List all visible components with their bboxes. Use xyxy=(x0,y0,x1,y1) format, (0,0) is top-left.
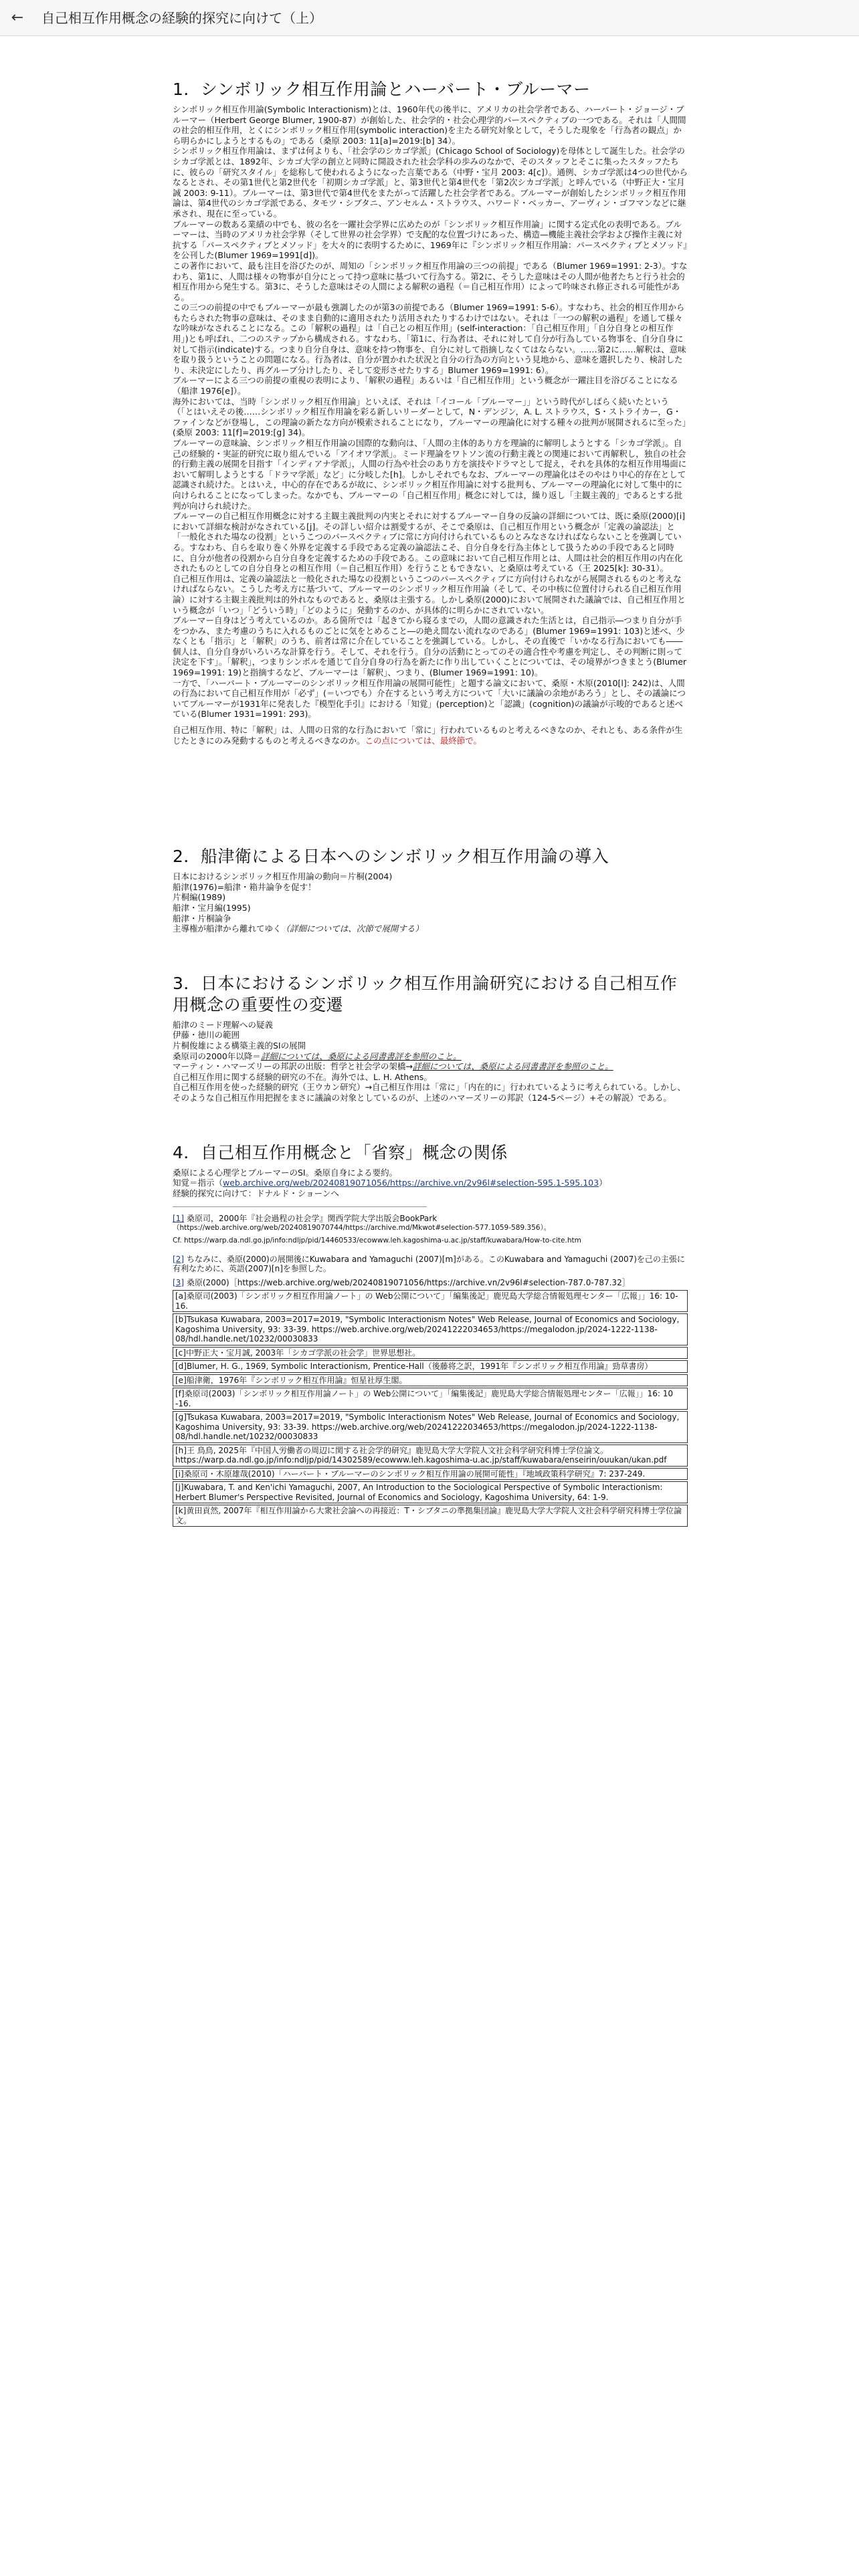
footnote-3 xyxy=(173,1278,688,1288)
list-item: 自己相互作用を使った経験的研究（王ウカン研究）→自己相互作用は「常に」「内在的に」行われているように考えられている。しかし、そのような自己相互作用把握をまさに議論の対象としているのが、上述のハマーズリーの邦訳（124-5ページ）+その解説）である。 xyxy=(173,1082,686,1103)
section-2-heading: 2．船津衛による日本へのシンボリック相互作用論の導入 xyxy=(173,847,609,867)
section-4-list xyxy=(173,1168,688,1199)
paragraph: この著作において、最も注目を浴びたのが、周知の「シンボリック相互作用論の三つの前提」である（Blumer 1969=1991: 2-3）。すなわち、第1に、人間は様々の物事が自分にとって持つ意味に基づいて行為する。第2に、そうした意味はその人間が他者たちと行う社会的相互作用から発生する。第3に、そうした意味はその人間による解釈の過程（＝自己相互作用）によって吟味され修正される可能性がある。 xyxy=(173,260,688,302)
list-item-link-line xyxy=(173,1178,688,1188)
italic-note: 詳細については、桑原による同書書評を参照のこと。 xyxy=(412,1061,613,1072)
section-1-text xyxy=(173,104,688,746)
footnote-2 xyxy=(173,1255,688,1274)
final-section-note: この点については、最終節で。 xyxy=(365,735,482,746)
document-title: 自己相互作用概念の経験的探究に向けて（上） xyxy=(41,10,322,26)
footnote-1-cf: Cf. https://warp.da.ndl.go.jp/info:ndljp/pid/14460533/ecowww.leh.kagoshima-u.ac.jp/staff/kuwabara/How-to-cite.htm xyxy=(173,1236,581,1245)
paragraph: ブルーマー自身はどう考えているのか。ある箇所では「起きてから寝るまでの，人間の意識された生活とは，自己指示―つまり自分が手をつかみ、また考慮のうちに入れるものごとに気をとめること―の絶え間ない流れなのである」(Blumer 1969=1991: 103)と述べ、少なくとも「指示」と「解釈」のうち、前者は常に介在していることを強調している。しかし、その直後で「いかなる行為においても――個人は、自分自身がいろいろな計算を行う。そして、それを行う。自分の活動にとってのその適合性や考慮を判定し、その判断に則って決定を下す」。「解釈」，つまりシンボルを通じて自分自身の行為を新たに作り出していくことについては、その境界がつきまとう(Blumer 1969=1991: 19)と指摘するなど、ブルーマーは「解釈」、つまり、(Blumer 1969=1991: 10)。 xyxy=(173,615,687,678)
list-item: 桑原による心理学とブルーマーのSI。桑原自身による要約。 xyxy=(173,1167,398,1178)
list-item: 自己相互作用に関する経験的研究の不在。海外では、L. H. Athens。 xyxy=(173,1071,432,1082)
paragraph: ブルーマーの数ある業績の中でも、彼の名を一躍社会学界に広めたのが「シンボリック相互作用論」に関する定式化の表明である。ブルーマーは、当時のアメリカ社会学界（そして世界の社会学界）で支配的な位置づけにあった、構造—機能主義社会学および操作主義に対抗する「パースペクティブとメソッド」を大々的に表明するために、1969年に『シンボリック相互作用論：パースペクティブとメソッド』を公刊した(Blumer 1969=1991[d])。 xyxy=(173,219,688,261)
section-4-heading: 4．自己相互作用概念と「省察」概念の関係 xyxy=(173,1142,508,1162)
paragraph: シンボリック相互作用論(Symbolic Interactionism)とは、1960年代の後半に、アメリカの社会学者である、ハーバート・ジョージ・ブルーマー（Herbert George Blumer, 1900-87）が創始した、社会学的・社会心理学的パースペクティブの一つである。それは「人間間の社会的相互作用，とくにシンボリック相互作用(symbolic interaction)を主たる研究対象として，そうした現象を「行為者の観点」から明らかにしようとするもの」である（桑原 2003: 11[a]=2019:[b] 34）。 xyxy=(173,104,686,146)
paragraph: この三つの前提の中でもブルーマーが最も強調したのが第3の前提である（Blumer 1969=1991: 5-6）。すなわち、社会的相互作用からもたらされた物事の意味は、そのまま自動的に適用されたり活用されたりするわけではない。それは「一つの解釈の過程」を通して様々な吟味がなされることになる。この「解釈の過程」は「自己との相互作用」(self-interaction：「自己相互作用」「自分自身との相互作用」)とも呼ばれ、二つのステップから構成される。すなわち、「第1に、行為者は、それに対して自分が行為している物事を、自分自身に対して指示(indicate)する。つまり自分自身は、意味を持つ物事を、自分に対して指摘しなくてはならない。……第2に……解釈は、意味を取り扱うということの問題になる。行為者は、自分が置かれた状況と自分の行為の方向という見地から、意味を選択したり、検討したり、未決定にしたり、再グループ分けしたり、そして変形させたりする」Blumer 1969=1991: 6）。 xyxy=(173,302,686,375)
list-item: 船津のミード理解への疑義 xyxy=(173,1019,274,1030)
footnote-text: ちなみに、桑原(2000)の展開後にKuwabara and Yamaguchi (2007)[m]がある。このKuwabara and Yamaguchi (2007)を己の主張に有利なために、英語(2007)[n]を参照した。 xyxy=(173,1254,685,1274)
footnote-text: 桑原(2000)［https://web.archive.org/web/20240819071056/https://archive.vn/2v96l#selection-787.0-787.32］ xyxy=(186,1277,630,1287)
reference-list xyxy=(173,1290,688,1527)
reference-item[interactable]: [e]船津衛，1976年『シンボリック相互作用論』恒星社厚生閣。 xyxy=(173,1374,688,1387)
list-item: 片桐編(1989) xyxy=(173,892,226,903)
section-1-heading: 1．シンボリック相互作用論とハーバート・ブルーマー xyxy=(173,80,591,99)
section-3-heading: 3．日本におけるシンボリック相互作用論研究における自己相互作用概念の重要性の変遷 xyxy=(173,973,678,1014)
reference-item[interactable]: [d]Blumer, H. G., 1969, Symbolic Interactionism, Prentice-Hall（後藤将之訳，1991年『シンボリック相互作用論』勁草書房） xyxy=(173,1360,688,1373)
paragraph: ブルーマーの意味論、シンボリック相互作用論の国際的な動向は、「人間の主体的あり方を理論的に解明しようとする「シカゴ学派」。自己の経験的・実証的研究に取り組んでいる「アイオワ学派」。ミード理論をワトソン流の行動主義との関連において再解釈し，独自の社会的行動主義の展開を目指す「インディアナ学派」，人間の行為や社会のあり方を演技やドラマとして捉え，それを具体的な相互作用場面において解明しようとする「ドラマ学派」など」に分岐した[h]。しかしそれでもなお、ブルーマーの理論化はそのやはり中心的存在として認識され続けた。とはいえ，中心的存在であるが故に、シンボリック相互作用論に対する批判も、ブルーマーの理論化に対して集中的に向けられることになってしまった。なかでも、ブルーマーの「自己相互作用」概念に対しては，繰り返し「主観主義的」であるとする批判が向けられ続けた。 xyxy=(173,438,687,511)
reference-item[interactable]: [f]桑原司(2003)「シンボリック相互作用論ノート」の Web公開について」「編集後記」鹿児島大学総合情報処理センター「広報」」16: 10 -16. xyxy=(173,1388,688,1410)
list-item-text: 桑原司の2000年以降＝ xyxy=(173,1051,261,1061)
footnote-3-label[interactable]: [3] xyxy=(173,1277,184,1287)
paragraph: 一方で、「ハーバート・ブルーマーのシンボリック相互作用論の展開可能性」と題する論文において、桑原・木原(2010[l]: 242)は、人間の行為において自己相互作用が「必ず」(＝いつでも）介在するという考え方について「大いに議論の余地があろう」とし、その議論についてブルーマーが1931年に発表した『模型化手引』における「知覚」(perception)と「認識」(cognition)の議論が示唆的であると述べている(Blumer 1931=1991: 293)。 xyxy=(173,677,686,720)
reference-item[interactable]: [i]桑原司・木原雄哉(2010)「ハーバート・ブルーマーのシンボリック相互作用論の展開可能性」『地域政策科学研究』7: 237-249. xyxy=(173,1468,688,1481)
footnotes xyxy=(173,1214,688,1287)
footnote-text: 桑原司，2000年『社会過程の社会学』関西学院大学出版会BookPark xyxy=(186,1214,438,1224)
document-body xyxy=(173,75,688,1528)
paragraph: ブルーマーによる三つの前提の重視の表明により、「解釈の過程」あるいは「自己相互作用」という概念が一躍注目を浴びることになる（船津 1976[e]）。 xyxy=(173,375,678,397)
paragraph: 自己相互作用は、定義の論認法と一般化された場なの役割というこつのパースペクティブに方向付けられながら展開されるものと考えなければならない。こうした考え方に基づいて、ブルーマーのシンボリック相互作用論（そして、その中核に位置付けられる自己相互作用論）に対する主観主義批判は的外れなものであると、桑原は主張する。しかし桑原(2000)において展開された議論では、自己相互作用という概念が「いつ」「どういう時」「どのように」発動するのか、が具体的に明らかにされていない。 xyxy=(173,573,686,615)
list-item: 船津(1976)=船津・箱井論争を促す！ xyxy=(173,881,316,892)
list-item: 伊藤・徳川の範囲 xyxy=(173,1030,240,1041)
list-item-text: ） xyxy=(599,1178,607,1188)
list-item xyxy=(173,924,688,934)
footnote-divider xyxy=(173,1206,427,1207)
reference-item[interactable]: [b]Tsukasa Kuwabara, 2003=2017=2019, "Symbolic Interactionism Notes" Web Release, Journal of Economics and Sociology, Kagoshima University, 93: 33-39. https://web.archive.org/web/20241222034653/https://megalodon.jp/2024-1222-1138-08/hdl.handle.net/10232/00030833 xyxy=(173,1313,688,1346)
top-bar xyxy=(0,0,859,36)
footnote-1-label[interactable]: [1] xyxy=(173,1214,184,1224)
paragraph: シンボリック相互作用論は、まずは何よりも、「社会学のシカゴ学派」(Chicago School of Sociology)を母体として誕生した。社会学のシカゴ学派とは、1892年、シカゴ大学の創立と同時に開設された社会学科の歩みのなかで、そのスタッフとそこに集ったスタッフたちに、彼らの「研究スタイル」を総称して使われるようになった言葉である（中野・宝月 2003: 4[c]）。通例、シカゴ学派は4つの世代からなるとされ、その第1世代と第2世代を「初期シカゴ学派」と、第3世代と第4世代を「第2次シカゴ学派」と呼んでいる（中野正大・宝月誠 2003: 9-11）。ブルーマーは、第3世代で第4世代をまたがって活躍した社会学者である。ブルーマーが創始したシンボリック相互作用論は、第4世代のシカゴ学派である、タモツ・シブタニ、アンセルム・ストラウス、ハワード・ベッカー、アーヴィン・ゴフマンなどに継承され、現在に至っている。 xyxy=(173,146,688,219)
back-arrow-icon[interactable]: ← xyxy=(11,9,24,26)
footnote-1-url: （https://web.archive.org/web/20240819070744/https://archive.md/Mkwot#selection-577.1059-589.356）。 xyxy=(173,1223,551,1232)
reference-item[interactable]: [k]黄田貢然, 2007年『相互作用論から大衆社会論への再接近：T・シブタニの準拠集団論』鹿児島大学大学院人文社会科学研究科博士学位論文。 xyxy=(173,1505,688,1527)
list-item xyxy=(173,1061,688,1072)
italic-note: 詳細については、桑原による同書書評を参照のこと。 xyxy=(260,1051,462,1061)
list-item: 船津・片桐論争 xyxy=(173,913,231,924)
list-item: 経験的探究に向けて：ドナルド・ショーンへ xyxy=(173,1188,339,1198)
paragraph: 海外においては、当時「シンボリック相互作用論」といえば、それは「イコール「ブルーマー」」という時代がしばらく続いたという（「とはいえその後……シンボリック相互作用論を彩る新しいリーダーとして，N・デンジン，A. L. ストラウス，S・ストライカー，G・ファインなどが登場し，この理論の新たな方向が模索されることになり，ブルーマーの理論化に対する種々の批判が展開されるに至った」(桑原 2003: 11[f]=2019:[g] 34)。 xyxy=(173,396,687,438)
archive-link[interactable]: web.archive.org/web/20240819071056/https://archive.vn/2v96l#selection-595.1-595.103 xyxy=(223,1178,599,1188)
section-3-list xyxy=(173,1020,688,1103)
reference-item[interactable]: [a]桑原司(2003)「シンボリック相互作用論ノート」の Web公開について」「編集後記」鹿児島大学総合情報処理センター「広報」」16: 10-16. xyxy=(173,1290,688,1312)
footnote-2-label[interactable]: [2] xyxy=(173,1254,184,1264)
reference-item[interactable]: [g]Tsukasa Kuwabara, 2003=2017=2019, "Symbolic Interactionism Notes" Web Release, Journal of Economics and Sociology, Kagoshima University, 93: 33-39. https://web.archive.org/web/20241222034653/https://megalodon.jp/2024-1222-1138-08/hdl.handle.net/10232/00030833 xyxy=(173,1411,688,1443)
paragraph: ブルーマーの自己相互作用概念に対する主観主義批判の内実とそれに対するブルーマー自身の反論の詳細については、既に桑原(2000)[i]において詳細な検討がなされている[j]。その詳しい紹介は割愛するが、そこで桑原は、自己相互作用という概念が「定義の論認法」と「一般化された場なの役割」というこつのパースペクティブに常に方向付けられているものとみなさなければならないことを強調している。すなわち、自らを取り巻く外界を定義する手段である定義の論認法こそ、自分自身を行為主体として扱うための手段であると同時に、自分が他者の役割から自分自身を定義するための手段である。この意味において自己相互作用とは、人間は社会的相互作用の内在化されたものとしての自分自身との相互作用（＝自己相互作用）を行うこともできない、と桑原は考えている（王 2025[k]: 30-31）。 xyxy=(173,511,686,574)
reference-item[interactable]: [c]中野正大・宝月誠, 2003年「シカゴ学派の社会学」世界思想社。 xyxy=(173,1347,688,1360)
list-item: 片桐俊雄による構築主義的SIの展開 xyxy=(173,1040,306,1051)
list-item-text: 知覚＝指示（ xyxy=(173,1178,223,1188)
footnote-1 xyxy=(173,1214,688,1224)
closing-text: 自己相互作用、特に「解釈」は、人間の日常的な行為において「常に」行われているものと考えるべきなのか、それとも、ある条件が生じたときにのみ発動するものと考えるべきなのか。 xyxy=(173,725,683,746)
reference-item[interactable]: [h]王 鳥鳥, 2025年『中国人労働者の周辺に関する社会学的研究』鹿児島大学大学院人文社会科学研究科博士学位論文。 https://warp.da.ndl.go.jp/info:ndljp/pid/14302589/ecowww.leh.kagoshima-u.ac.jp/staff/kuwabara/enseirin/ouukan/ukan.pdf xyxy=(173,1444,688,1467)
list-item-text: 主導権が船津から離れてゆく xyxy=(173,924,282,934)
list-item xyxy=(173,1051,688,1062)
list-item: 日本におけるシンボリック相互作用論の動向＝片桐(2004) xyxy=(173,871,393,882)
paragraph-closing xyxy=(173,725,688,746)
section-2-list xyxy=(173,871,688,934)
italic-note: （詳細については、次節で展開する） xyxy=(281,924,423,934)
list-item-text: マーティン・ハマーズリーの邦訳の出版：哲学と社会学の架橋→ xyxy=(173,1061,413,1072)
reference-item[interactable]: [j]Kuwabara, T. and Ken'ichi Yamaguchi, 2007, An Introduction to the Sociological Perspective of Symbolic Interactionism: Herbert Blumer's Perspective Revisited, Journal of Economics and Sociology, Kagoshima University, 64: 1-9. xyxy=(173,1481,688,1503)
list-item: 船津・宝月編(1995) xyxy=(173,903,251,913)
